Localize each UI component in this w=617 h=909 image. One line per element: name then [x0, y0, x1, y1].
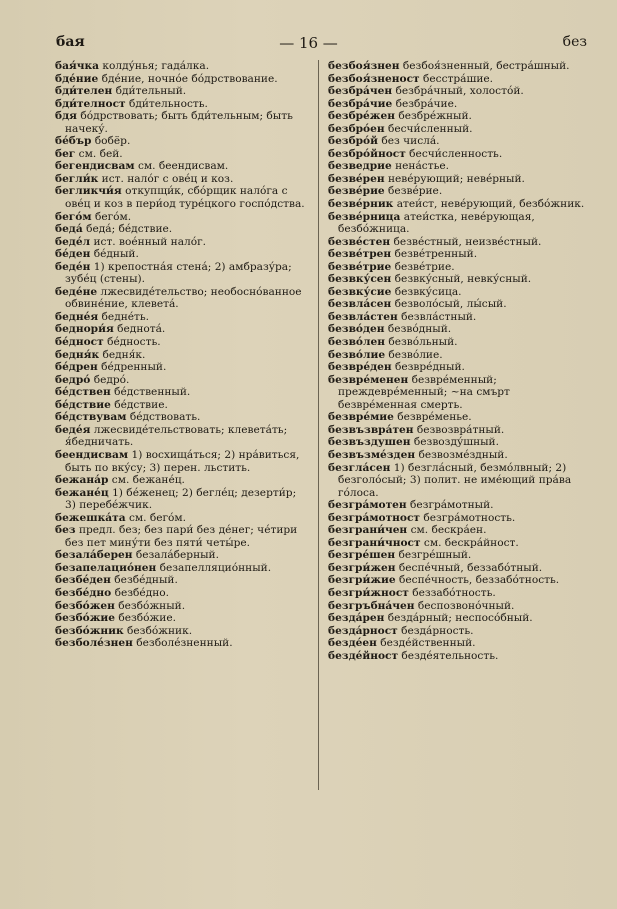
entry-definition: бди́тельность.	[125, 97, 208, 110]
entry-headword: беендисвам	[55, 448, 129, 461]
entry-headword: безгръбна́чен	[328, 599, 415, 612]
dictionary-entry	[55, 600, 310, 613]
entry-headword: бежане́ц	[55, 486, 109, 499]
entry-headword: бегли́к	[55, 172, 99, 185]
entry-definition: безвла́стный.	[397, 310, 477, 323]
entry-definition: безбе́дно.	[111, 586, 170, 599]
entry-definition: предл. без; без пари́ без де́нег; че́тири без пет мину́ти без пяти́ четы́ре.	[65, 524, 298, 549]
dictionary-entry	[55, 336, 310, 349]
entry-definition: безде́ятельность.	[398, 649, 499, 662]
entry-definition: 1) бе́женец; 2) бегле́ц; дезерти́р; 3) перебе́жчик.	[65, 486, 297, 512]
entry-definition: бего́м.	[91, 210, 132, 223]
dictionary-entry	[55, 512, 310, 525]
entry-headword: безвла́стен	[328, 310, 398, 323]
entry-headword: безво́лен	[328, 336, 385, 349]
entry-definition: безвре́дный.	[391, 361, 465, 374]
entry-headword: бе́дност	[55, 336, 104, 349]
entry-definition: безбо́жный.	[114, 599, 186, 612]
entry-headword: безбоя́зненост	[328, 72, 420, 85]
dictionary-entry	[55, 474, 310, 487]
entry-definition: 1) восхища́ться; 2) нра́виться, быть по вку́су; 3) перен. льстить.	[65, 448, 300, 474]
right-column	[328, 60, 586, 662]
entry-headword: безбоя́знен	[328, 60, 400, 72]
entry-headword: безвре́мие	[328, 411, 394, 424]
dictionary-entry	[55, 386, 310, 399]
entry-definition: лжесвиде́тельствовать; клевета́ть; я́бедничать.	[65, 423, 288, 449]
entry-headword: безво́ден	[328, 323, 385, 336]
entry-definition: безгра́мотность.	[420, 511, 516, 524]
entry-definition: безве́стный, неизве́стный.	[390, 235, 542, 248]
entry-headword: безбро́ен	[328, 122, 385, 135]
entry-definition: беспе́чность, беззабо́тность.	[395, 574, 560, 587]
dictionary-entry	[328, 160, 586, 173]
entry-headword: беде́не	[55, 285, 98, 298]
entry-headword: беде́н	[55, 260, 91, 273]
dictionary-entry	[55, 361, 310, 374]
entry-definition: колду́нья; гада́лка.	[99, 60, 210, 72]
dictionary-entry	[328, 73, 586, 86]
dictionary-entry	[328, 311, 586, 324]
dictionary-entry	[328, 261, 586, 274]
entry-headword: бего́м	[55, 210, 92, 223]
entry-definition: см. беендисвам.	[134, 160, 229, 173]
entry-headword: безвъздушен	[328, 436, 411, 449]
dictionary-entry	[55, 148, 310, 161]
entry-definition: безда́рность.	[397, 624, 474, 637]
entry-headword: безвъзвра́тен	[328, 423, 414, 436]
entry-headword: безведрие	[328, 160, 392, 173]
dictionary-entry	[328, 98, 586, 111]
entry-definition: беззабо́тность.	[408, 586, 496, 599]
entry-headword: безала́берен	[55, 549, 133, 562]
entry-headword: бе́дствие	[55, 398, 111, 411]
entry-definition: беспе́чный, беззабо́тный.	[395, 561, 543, 574]
entry-headword: безапелацио́нен	[55, 561, 157, 574]
entry-definition: безвозду́шный.	[410, 436, 499, 449]
entry-headword: безве́стен	[328, 235, 391, 248]
dictionary-entry	[55, 411, 310, 424]
dictionary-entry	[328, 537, 586, 550]
dictionary-entry	[55, 323, 310, 336]
entry-definition: бе́дствовать.	[126, 411, 201, 424]
dictionary-entry	[55, 637, 310, 650]
dictionary-entry	[328, 60, 586, 73]
entry-headword: безгла́сен	[328, 461, 391, 474]
entry-headword: бег	[55, 147, 76, 160]
running-head-last-word: без	[562, 34, 587, 50]
entry-headword: безбро́й	[328, 135, 378, 148]
entry-headword: безвре́ден	[328, 361, 392, 374]
entry-headword: безбе́ден	[55, 574, 111, 587]
entry-headword: бедня́к	[55, 348, 100, 361]
entry-definition: безбе́дный.	[110, 574, 178, 587]
dictionary-entry	[328, 298, 586, 311]
entry-definition: без числа́.	[377, 135, 440, 148]
entry-headword: бедро́	[55, 373, 91, 386]
entry-headword: безве́трие	[328, 260, 392, 273]
entry-headword: безве́рница	[328, 210, 401, 223]
entry-definition: безво́дный.	[384, 323, 452, 336]
left-column	[55, 60, 310, 650]
dictionary-entry	[55, 236, 310, 249]
entry-definition: бесчи́сленность.	[405, 147, 503, 160]
entry-definition: безве́рие.	[384, 185, 443, 198]
dictionary-entry	[328, 600, 586, 613]
entry-definition: 1) безгла́сный, безмо́лвный; 2) безголо́сый; 3) полит. не име́ющий пра́ва го́лоса.	[338, 461, 572, 499]
entry-headword: бедне́я	[55, 310, 99, 323]
dictionary-entry	[328, 637, 586, 650]
dictionary-entry	[55, 223, 310, 236]
entry-headword: безгре́шен	[328, 549, 396, 562]
dictionary-entry	[328, 185, 586, 198]
entry-headword: безгри́жен	[328, 561, 396, 574]
dictionary-entry	[328, 411, 586, 424]
dictionary-entry	[328, 512, 586, 525]
entry-headword: безвла́сен	[328, 298, 392, 311]
entry-definition: безбо́жник.	[123, 624, 193, 637]
entry-headword: безвку́сен	[328, 273, 392, 286]
entry-definition: беднота́.	[113, 323, 166, 336]
entry-headword: бежешка́та	[55, 511, 126, 524]
dictionary-entry	[55, 424, 310, 449]
entry-definition: бедро́.	[90, 373, 130, 386]
entry-headword: безве́трен	[328, 248, 392, 261]
dictionary-entry	[55, 524, 310, 549]
page-number: — 16 —	[279, 34, 338, 52]
entry-definition: безала́берный.	[132, 549, 219, 562]
entry-headword: безбре́жен	[328, 110, 395, 123]
entry-headword: безбо́жник	[55, 624, 124, 637]
entry-definition: безгре́шный.	[395, 549, 472, 562]
entry-definition: бобёр.	[91, 135, 131, 148]
dictionary-entry	[55, 85, 310, 98]
dictionary-entry	[55, 73, 310, 86]
entry-headword: бе́дрен	[55, 361, 98, 374]
entry-definition: безвозвра́тный.	[413, 423, 505, 436]
dictionary-entry	[328, 524, 586, 537]
dictionary-entry	[328, 650, 586, 663]
entry-definition: бедня́к.	[99, 348, 146, 361]
entry-headword: безда́рен	[328, 612, 385, 625]
dictionary-entry	[328, 110, 586, 123]
entry-definition: нена́стье.	[391, 160, 450, 173]
entry-definition: ист. нало́г с ове́ц и коз.	[98, 172, 234, 185]
entry-definition: безбра́чие.	[392, 97, 458, 110]
entry-definition: безда́рный; неспосо́бный.	[384, 612, 533, 625]
entry-definition: см. бей.	[75, 147, 123, 160]
dictionary-entry	[55, 286, 310, 311]
entry-definition: бе́дный.	[90, 248, 139, 261]
dictionary-entry	[328, 135, 586, 148]
dictionary-entry	[328, 562, 586, 575]
entry-headword: безве́рен	[328, 172, 385, 185]
entry-headword: безве́рник	[328, 198, 394, 211]
entry-definition: безбре́жный.	[394, 110, 472, 123]
dictionary-entry	[328, 374, 586, 412]
dictionary-entry	[328, 587, 586, 600]
entry-definition: безапелляцио́нный.	[156, 561, 272, 574]
dictionary-entry	[328, 286, 586, 299]
dictionary-entry	[328, 148, 586, 161]
entry-definition: безволо́сый, лы́сый.	[391, 298, 507, 311]
dictionary-entry	[328, 574, 586, 587]
dictionary-entry	[328, 436, 586, 449]
entry-definition: бе́дность.	[103, 336, 161, 349]
dictionary-entry	[55, 587, 310, 600]
entry-definition: безбоя́зненный, бестра́шный.	[399, 60, 570, 72]
entry-headword: безве́рие	[328, 185, 385, 198]
entry-definition: безвре́менье.	[393, 411, 472, 424]
entry-headword: безбо́жен	[55, 599, 115, 612]
entry-headword: безде́йност	[328, 649, 399, 662]
entry-definition: откупщи́к, сбо́рщик нало́га с ове́ц и коз в пери́од туре́цкого госпо́дства.	[65, 185, 305, 211]
dictionary-entry	[328, 198, 586, 211]
entry-headword: безвре́менен	[328, 373, 409, 386]
entry-definition: лжесвиде́тельство; необосно́ванное обвине́ние, клевета́.	[65, 285, 302, 311]
entry-headword: бегендисвам	[55, 160, 135, 173]
dictionary-entry	[328, 173, 586, 186]
dictionary-entry	[55, 562, 310, 575]
dictionary-entry	[55, 612, 310, 625]
entry-definition: безвку́сица.	[391, 285, 462, 298]
dictionary-entry	[55, 625, 310, 638]
dictionary-entry	[328, 323, 586, 336]
entry-headword: безгра́мотен	[328, 499, 407, 512]
dictionary-entry	[328, 424, 586, 437]
entry-headword: безграни́чен	[328, 524, 408, 537]
entry-headword: безграни́чност	[328, 536, 421, 549]
dictionary-entry	[55, 185, 310, 210]
dictionary-entry	[328, 123, 586, 136]
dictionary-entry	[328, 361, 586, 374]
entry-definition: см. бежане́ц.	[108, 474, 185, 487]
entry-definition: безво́льный.	[384, 336, 458, 349]
dictionary-entry	[328, 625, 586, 638]
dictionary-entry	[55, 173, 310, 186]
dictionary-entry	[55, 110, 310, 135]
entry-headword: бди́телност	[55, 97, 126, 110]
entry-definition: бди́тельный.	[112, 85, 187, 98]
entry-definition: безвку́сный, невку́сный.	[391, 273, 532, 286]
running-head-first-word: бая	[56, 34, 85, 50]
dictionary-entry	[55, 449, 310, 474]
entry-definition: безвозме́здный.	[415, 448, 508, 461]
dictionary-entry	[55, 549, 310, 562]
entry-headword: безбе́дно	[55, 586, 112, 599]
dictionary-entry	[328, 499, 586, 512]
dictionary-entry	[55, 60, 310, 73]
entry-definition: безво́лие.	[385, 348, 443, 361]
entry-definition: ист. вое́нный нало́г.	[90, 235, 207, 248]
entry-definition: безве́трие.	[391, 260, 455, 273]
entry-definition: бде́ние, ночно́е бо́дрствование.	[98, 72, 278, 85]
entry-headword: безгра́мотност	[328, 511, 420, 524]
dictionary-entry	[55, 374, 310, 387]
dictionary-entry	[328, 549, 586, 562]
entry-definition: безгра́мотный.	[406, 499, 494, 512]
entry-headword: безгри́жие	[328, 574, 396, 587]
entry-definition: бо́дрствовать; быть бди́тельным; быть начеку́.	[65, 110, 293, 135]
dictionary-entry	[328, 612, 586, 625]
entry-headword: безвъзме́зден	[328, 448, 416, 461]
entry-headword: бе́дствувам	[55, 411, 127, 424]
entry-headword: бежана́р	[55, 474, 109, 487]
dictionary-entry	[55, 211, 310, 224]
entry-definition: см. бего́м.	[125, 511, 187, 524]
dictionary-entry	[55, 311, 310, 324]
entry-definition: бе́дренный.	[97, 361, 167, 374]
dictionary-entry	[328, 336, 586, 349]
entry-headword: беднори́я	[55, 323, 114, 336]
entry-headword: бая́чка	[55, 60, 100, 72]
dictionary-entry	[328, 211, 586, 236]
dictionary-entry	[55, 248, 310, 261]
dictionary-entry	[55, 487, 310, 512]
entry-definition: безбра́чный, холосто́й.	[392, 85, 524, 98]
dictionary-entry	[55, 98, 310, 111]
dictionary-entry	[328, 273, 586, 286]
entry-definition: см. бескра́ен.	[407, 524, 487, 537]
dictionary-entry	[55, 574, 310, 587]
entry-headword: безда́рност	[328, 624, 398, 637]
entry-definition: безде́йственный.	[376, 637, 476, 650]
dictionary-entry	[328, 85, 586, 98]
entry-definition: см. бескра́йност.	[420, 536, 519, 549]
entry-headword: бде́ние	[55, 72, 99, 85]
entry-definition: безве́тренный.	[391, 248, 478, 261]
dictionary-entry	[55, 261, 310, 286]
entry-definition: бесстра́шие.	[419, 72, 494, 85]
entry-headword: беда́	[55, 223, 83, 236]
entry-definition: беспозвоно́чный.	[414, 599, 515, 612]
dictionary-entry	[328, 349, 586, 362]
entry-definition: атеи́ст, неве́рующий, безбо́жник.	[393, 198, 585, 211]
entry-headword: безбра́чен	[328, 85, 393, 98]
dictionary-entry	[328, 462, 586, 500]
column-divider	[318, 60, 319, 790]
entry-headword: бегликчи́я	[55, 185, 122, 198]
dictionary-entry	[55, 160, 310, 173]
entry-definition: бе́дственный.	[110, 386, 191, 399]
entry-headword: беде́я	[55, 423, 91, 436]
dictionary-entry	[328, 248, 586, 261]
entry-headword: безгри́жност	[328, 586, 409, 599]
entry-definition: бедне́ть.	[98, 310, 150, 323]
entry-headword: бе́дствен	[55, 386, 111, 399]
dictionary-entry	[55, 399, 310, 412]
entry-headword: бди́телен	[55, 85, 113, 98]
entry-definition: неве́рующий; неве́рный.	[384, 172, 525, 185]
entry-headword: беде́л	[55, 235, 91, 248]
entry-headword: безбра́чие	[328, 97, 393, 110]
entry-headword: безболе́знен	[55, 637, 133, 650]
entry-definition: 1) крепостна́я стена́; 2) амбразу́ра; зубе́ц (стены).	[65, 260, 292, 286]
entry-headword: безде́ен	[328, 637, 377, 650]
entry-headword: безво́лие	[328, 348, 386, 361]
entry-headword: бе́ден	[55, 248, 91, 261]
entry-headword: безвку́сие	[328, 285, 392, 298]
entry-headword: без	[55, 524, 76, 537]
entry-headword: бдя	[55, 110, 77, 123]
entry-headword: бе́бър	[55, 135, 92, 148]
entry-definition: безвре́менный; преждевре́менный; ~на смърт безвре́менная смерть.	[338, 373, 510, 411]
entry-definition: бе́дствие.	[110, 398, 168, 411]
entry-headword: безбро́йност	[328, 147, 406, 160]
entry-definition: беда́; бе́дствие.	[82, 223, 173, 236]
entry-definition: бесчи́сленный.	[384, 122, 473, 135]
dictionary-entry	[328, 236, 586, 249]
entry-definition: безболе́зненный.	[132, 637, 233, 650]
entry-headword: безбо́жие	[55, 612, 115, 625]
dictionary-entry	[328, 449, 586, 462]
dictionary-entry	[55, 349, 310, 362]
dictionary-entry	[55, 135, 310, 148]
entry-definition: безбо́жие.	[115, 612, 176, 625]
entry-definition: атеи́стка, неве́рующая, безбо́жница.	[338, 210, 535, 236]
